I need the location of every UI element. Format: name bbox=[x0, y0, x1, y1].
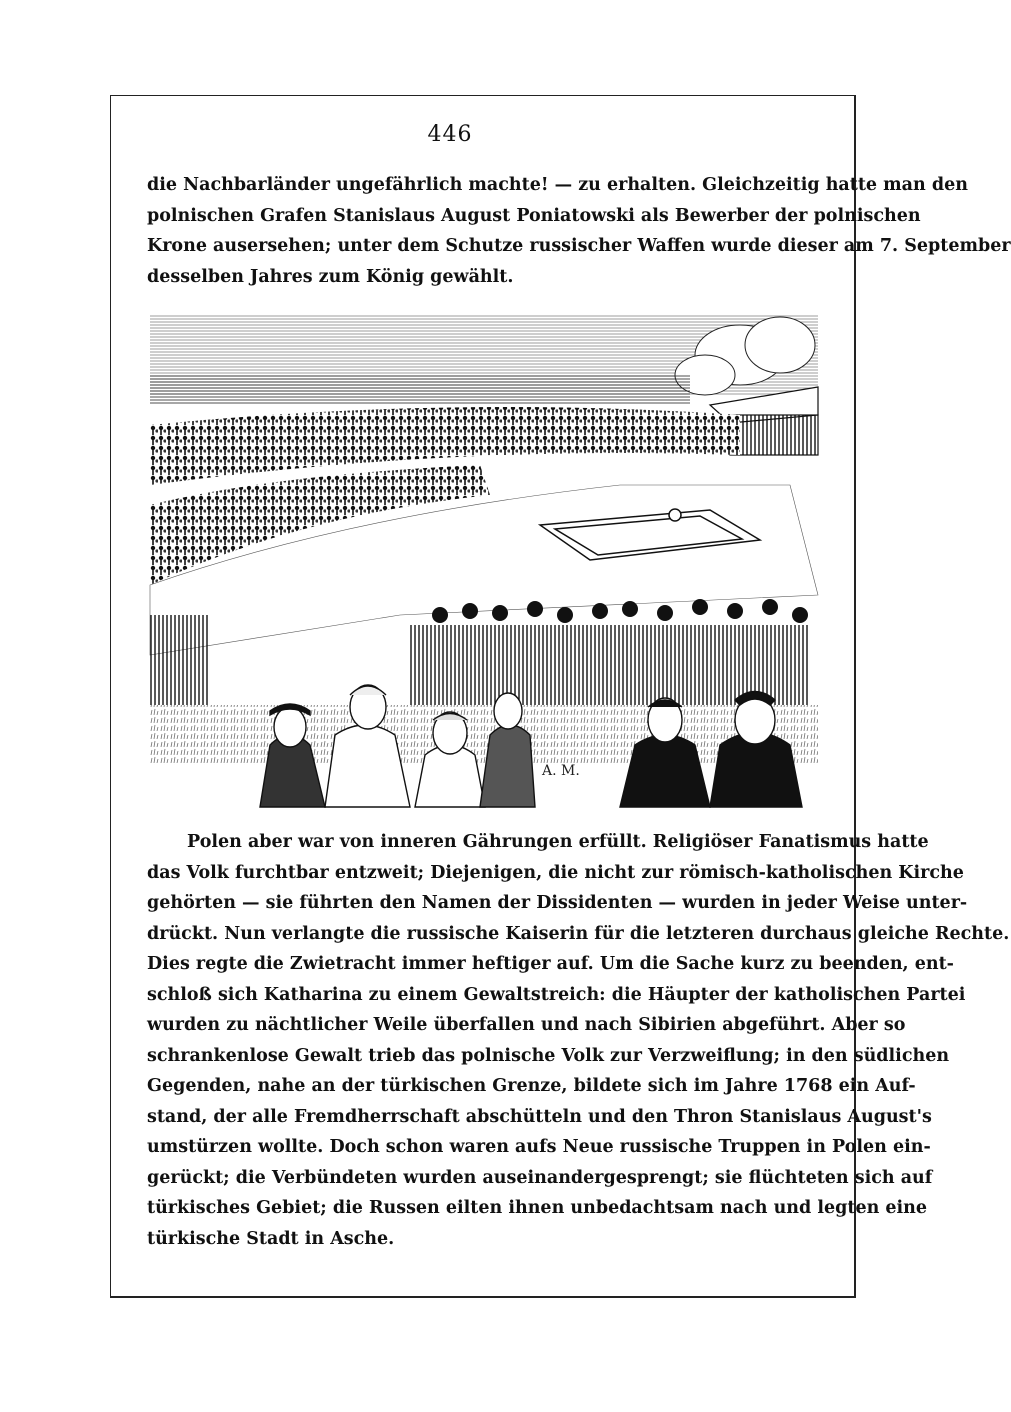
text-line: desselben Jahres zum König gewählt. bbox=[147, 266, 514, 287]
text-line: stand, der alle Fremdherrschaft abschütteln und den Thron Stanislaus August's bbox=[147, 1106, 932, 1127]
text-line: türkische Stadt in Asche. bbox=[147, 1228, 395, 1249]
text-line: das Volk furchtbar entzweit; Diejenigen, die nicht zur römisch-katholischen Kirche bbox=[147, 862, 964, 883]
text-line: wurden zu nächtlicher Weile überfallen und nach Sibirien abgeführt. Aber so bbox=[147, 1015, 906, 1035]
text-line: schloß sich Katharina zu einem Gewaltstreich: die Häupter der katholischen Partei bbox=[147, 984, 966, 1005]
text-line: Gegenden, nahe an der türkischen Grenze, bildete sich im Jahre 1768 ein Auf- bbox=[147, 1076, 916, 1096]
left-fence bbox=[150, 615, 210, 705]
text-line: Krone ausersehen; unter dem Schutze russischer Waffen wurde dieser am 7. September bbox=[147, 236, 1011, 256]
text-line: Polen aber war von inneren Gährungen erfüllt. Religiöser Fanatismus hatte bbox=[187, 832, 929, 852]
page-number: 446 bbox=[427, 122, 473, 147]
text-line: gerückt; die Verbündeten wurden auseinandergesprengt; sie flüchteten sich auf bbox=[147, 1167, 933, 1188]
text-line: türkisches Gebiet; die Russen eilten ihnen unbedachtsam nach und legten eine bbox=[147, 1198, 928, 1218]
text-line: schrankenlose Gewalt trieb das polnische Volk zur Verzweiflung; in den südlichen bbox=[147, 1045, 950, 1066]
engraver-signature: A. M. bbox=[542, 763, 580, 779]
text-line: Dies regte die Zwietracht immer heftiger auf. Um die Sache kurz zu beenden, ent- bbox=[147, 954, 954, 974]
text-line: polnischen Grafen Stanislaus August Poniatowski als Bewerber der polnischen bbox=[147, 205, 921, 226]
text-line: umstürzen wollte. Doch schon waren aufs Neue russische Truppen in Polen ein- bbox=[147, 1137, 931, 1157]
election-field-engraving bbox=[150, 315, 818, 807]
text-line: die Nachbarländer ungefährlich machte! — zu erhalten. Gleichzeitig hatte man den bbox=[147, 175, 968, 195]
main-paragraph bbox=[147, 827, 1010, 1254]
text-line: gehörten — sie führten den Namen der Dissidenten — wurden in jeder Weise unter- bbox=[147, 893, 968, 913]
horizon bbox=[150, 375, 690, 405]
text-line: drückt. Nun verlangte die russische Kaiserin für die letzteren durchaus gleiche Rechte. bbox=[147, 923, 1010, 944]
intro-paragraph bbox=[147, 170, 1011, 292]
